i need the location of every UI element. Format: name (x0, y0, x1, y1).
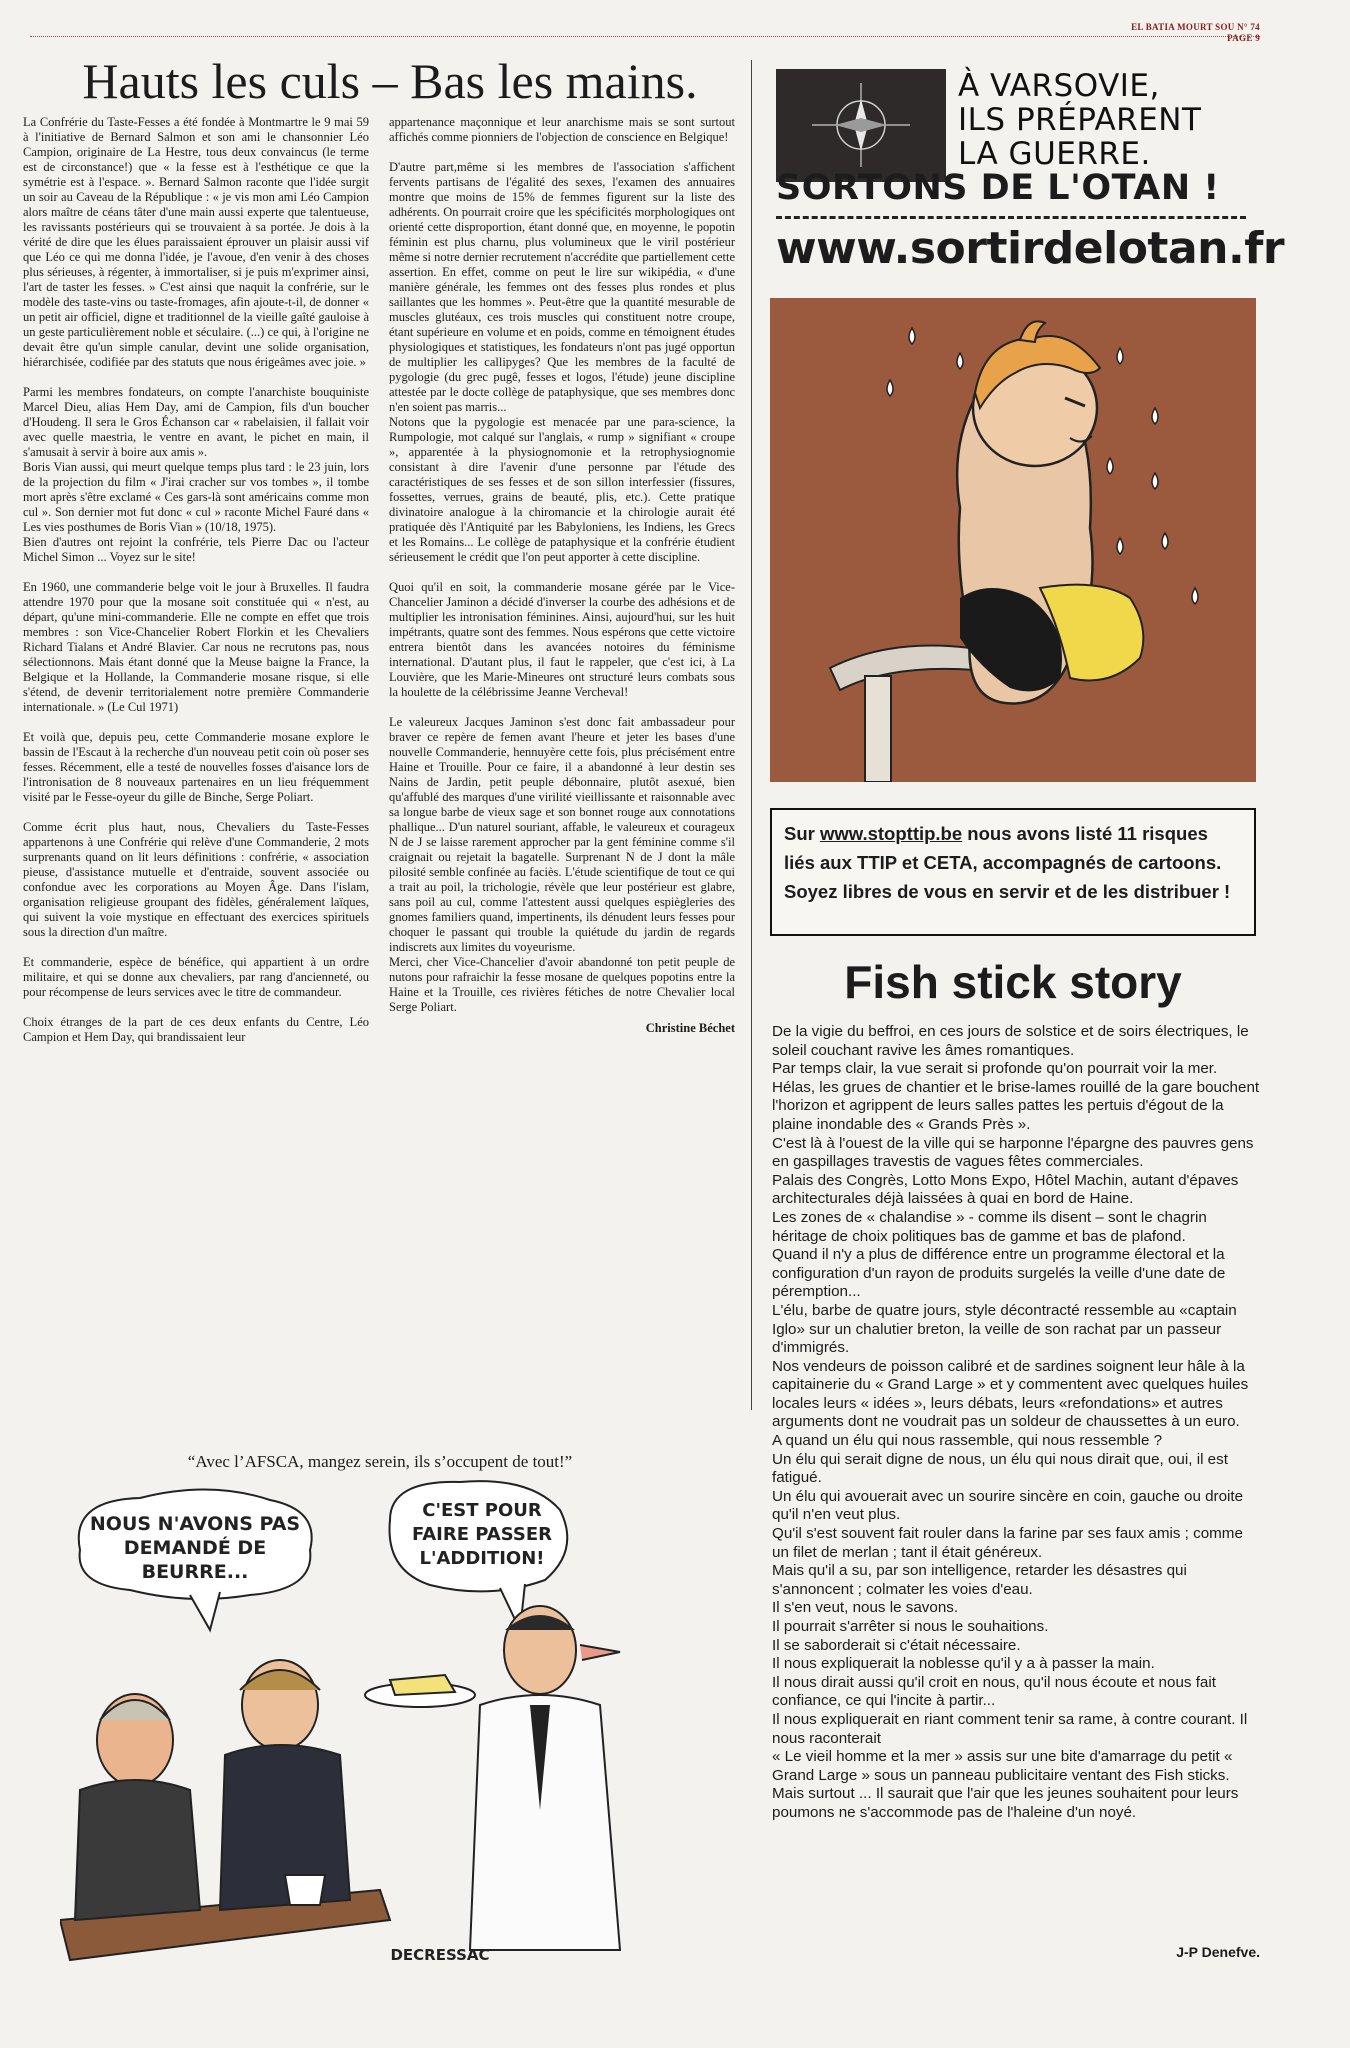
bubble-line: DEMANDÉ DE (123, 1537, 267, 1559)
bubble-line: C'EST POUR (422, 1500, 542, 1521)
paragraph: Parmi les membres fondateurs, on compte l'anarchiste bouquiniste Marcel Dieu, alias Hem Day, ami de Campion, fils d'un boucher d'Houdeng. Il sera le Gros Échanson car « rabelaisien, il fallait voir avec quelle maestria, le ventre en avant, le pichet en main, il s'amusait à servir à boire aux amis ». (23, 385, 369, 459)
paragraph: Et commanderie, espèce de bénéfice, qui appartient à un ordre militaire, et qui se donne aux chevaliers, par rang d'ancienneté, ou pour récompense de leurs services avec le titre de commandeur. (23, 955, 369, 999)
bubble-line: BEURRE... (141, 1561, 249, 1583)
ttip-link[interactable]: www.stopttip.be (819, 823, 963, 844)
bubble-line: FAIRE PASSER (411, 1524, 553, 1545)
nato-line: À VARSOVIE, (958, 68, 1160, 104)
page-number: PAGE 9 (1227, 33, 1260, 43)
cartoon-signature: DECRESSAC (390, 1946, 490, 1964)
paragraph: Choix étranges de la part de ces deux enfants du Centre, Léo Campion et Hem Day, qui brandissaient leur (23, 1015, 369, 1044)
fish-line: C'est là à l'ouest de la ville qui se harponne l'épargne des pauvres gens en gaspillages travestis de vagues fêtes commerciales. (772, 1134, 1254, 1171)
paragraph: Notons que la pygologie est menacée par une para-science, la Rumpologie, mot calqué sur l'anglais, « rump » signifiant « croupe », apparentée à la physiognomonie et la retrophysiognomie consistant à dire l'avenir d'une personne par l'étude des caractéristiques de ses fesses et de son sillon interfessier (fissures, fossettes, verrues, grains de beauté, plis, etc.). Cette pratique divinatoire analogue à la chiromancie et la chirologie aurait été pratiquée dès l'Antiquité par les Babyloniens, les Indiens, les Grecs et les Romains... Le collège de pataphysique et la confrérie étudient sérieusement le crédit que l'on peut apporter à cette discipline. (389, 415, 735, 564)
fish-line: Il pourrait s'arrêter si nous le souhaitions. (772, 1618, 1049, 1635)
nato-line: ILS PRÉPARENT (958, 102, 1202, 138)
fish-article (772, 1023, 1260, 1823)
fish-title: Fish stick story (844, 956, 1182, 1008)
fish-line: Les zones de « chalandise » - comme ils disent – sont le chagrin héritage de choix politiques bas de gamme et bas de plafond. (772, 1208, 1207, 1245)
fish-line: Il se saborderait si c'était nécessaire. (772, 1636, 1021, 1654)
afsca-cartoon (60, 1480, 700, 1970)
fish-line: Hélas, les grues de chantier et le brise-lames rouillé de la gare bouchent l'horizon et agrippent de leurs salles pattes les pertuis d'égout de la plaine inondable des « Grands Près ». (772, 1078, 1260, 1133)
fish-line: Par temps clair, la vue serait si profonde qu'on pourrait voir la mer. (772, 1060, 1218, 1078)
bubble-line: L'ADDITION! (419, 1548, 545, 1569)
compass-star-icon (776, 69, 946, 182)
fish-author: J-P Denefve. (1176, 1944, 1260, 1960)
paragraph: appartenance maçonnique et leur anarchisme mais se sont surtout affichés comme pionniers de l'objection de conscience en Belgique! (389, 115, 735, 144)
fish-line: A quand un élu qui nous rassemble, qui nous ressemble ? (772, 1432, 1163, 1450)
dashed-divider (776, 216, 1246, 219)
nato-line: LA GUERRE. (958, 136, 1151, 172)
paragraph: Bien d'autres ont rejoint la confrérie, tels Pierre Dac ou l'acteur Michel Simon ... Voyez sur le site! (23, 535, 369, 564)
cartoon-illustration (60, 1480, 700, 1970)
nato-url[interactable]: www.sortirdelotan.fr (776, 223, 1285, 274)
fish-line: Nos vendeurs de poisson calibré et de sardines soignent leur hâle à la capitainerie du « Grand Large » et y commentent avec quelques huiles locales leurs « idées », leurs débats, leurs «refondations» et autres arguments dont ne voudrait pas un soldeur de chaussettes à un euro. (772, 1357, 1249, 1431)
fish-line: Quand il n'y a plus de différence entre un programme électoral et la configuration d'un rayon de produits surgelés la veille d'une date de péremption... (772, 1246, 1226, 1301)
masthead (1100, 22, 1260, 44)
fish-line: Mais surtout ... Il saurait que l'air que les jeunes souhaitent pour leurs poumons ne s'accommode pas de l'haleine d'un noyé. (772, 1785, 1239, 1821)
fish-line: Palais des Congrès, Lotto Mons Expo, Hôtel Machin, autant d'épaves architecturales déjà laissées à quai en bord de Haine. (772, 1171, 1239, 1208)
fish-line: L'élu, barbe de quatre jours, style décontracté ressemble au «captain Iglo» sur un chalutier breton, la veille de son rachat par un passeur d'immigrés. (772, 1301, 1237, 1357)
fish-line: Il s'en veut, nous le savons. (772, 1599, 959, 1617)
paragraph: La Confrérie du Taste-Fesses a été fondée à Montmartre le 9 mai 59 à l'initiative de Bernard Salmon et son ami le chansonnier Léo Campion, originaire de La Hestre, tous deux convaincus (le terme est de circonstance!) que « la fesse est à l'esthétique ce que la symétrie est à l'espace. ». Bernard Salmon raconte que l'idée surgit un soir au Caveau de la République : « je vis mon ami Léo Campion alors maître de céans tâter d'une main aussi experte que talentueuse, les ravissants postérieurs qui se trouvaient à sa portée. Je dois à la vérité de dire que les élues paraissaient éprouver un plaisir aussi vif que Léo ce qui me donna l'idée, je l'avoue, d'en venir à des choses plus sérieuses, à régenter, à immortaliser, si je puis m'exprimer ainsi, l'art de taster les fesses. » C'est ainsi que naquit la confrérie, sur le modèle des taste-vins ou taste-fromages, afin ajoute-t-il, de donner « un petit air officiel, digne et traditionnel de la vieille gaîté gauloise à un geste particulièrement noble et séculaire. (...) ce qui, à l'origine ne devait être qu'un simple canular, devint une solide organisation, hiérarchisée, codifiée par des statuts que nous érigeâmes avec joie. » (23, 115, 369, 369)
bubble-line: NOUS N'AVONS PAS (89, 1513, 301, 1535)
ttip-notice (770, 808, 1256, 936)
column-divider (751, 60, 752, 1410)
nato-advert (776, 65, 1285, 280)
fish-line: Un élu qui serait digne de nous, un élu qui nous dirait que, oui, il est fatigué. (772, 1450, 1228, 1487)
ttip-text: nous avons listé 11 risques liés aux TTIP et CETA, accompagnés de cartoons. Soyez libres de vous en servir et de les distribuer ! (784, 823, 1231, 902)
paragraph: Comme écrit plus haut, nous, Chevaliers du Taste-Fesses appartenons à une Confrérie qui relève d'une Commanderie, 2 mots surprenants quand on lit leurs définitions : confrérie, « association pieuse, d'assistance mutuelle et d'entraide, souvent associée ou confondue avec les corporations au Moyen Âge. Dans l'islam, organisation religieuse groupant des fidèles, généralement laïques, qui suivent la voie mystique en effectuant des exercices spirituels sous la direction d'un maître. (23, 820, 369, 939)
fish-line: Il nous dirait aussi qu'il croit en nous, qu'il nous écoute et nous fait confiance, ce qui l'incite à partir... (772, 1673, 1216, 1710)
paragraph: En 1960, une commanderie belge voit le jour à Bruxelles. Il faudra attendre 1970 pour que la mosane soit constituée qui « n'est, au départ, qu'une mini-commanderie. Elle ne compte en effet que trois membres : son Vice-Chancelier Robert Florkin et les Chevaliers Richard Tialans et André Blavier. Car nous ne recrutons pas, nous sélectionnons. Mais étant donné que la Meuse baigne la France, la Belgique et la Hollande, la Commanderie mosane risque, si elle s'étend, de devenir territorialement notre première Commanderie internationale. » (Le Cul 1971) (23, 580, 369, 714)
paragraph: Merci, cher Vice-Chancelier d'avoir abandonné ton petit peuple de nutons pour rafraichir la fesse mosane de quelques popotins entre la Haine et la Trouille, ces rivières fétiches de notre Chevalier local Serge Poliart. (389, 955, 735, 1014)
fish-line: « Le vieil homme et la mer » assis sur une bite d'amarrage du petit « Grand Large » sous un panneau publicitaire ventant des Fish sticks. (772, 1748, 1233, 1784)
paragraph: Et voilà que, depuis peu, cette Commanderie mosane explore le bassin de l'Escaut à la recherche d'un nouveau petit coin où poser ses fesses. Récemment, elle a testé de nouvelles fosses d'aisance lors de l'intronisation de 8 nouveaux partenaires en un lieu fréquemment visité par le Fesse-oyeur du gille de Binche, Serge Poliart. (23, 730, 369, 804)
paragraph: D'autre part,même si les membres de l'association s'affichent fervents partisans de l'égalité des sexes, l'examen des annuaires montre que moins de 15% de femmes figurent sur la liste des adhérents. On pourrait croire que les spécificités morphologiques ont orienté cette disproportion, étant donné que, en moyenne, le popotin féminin est plus charnu, plus volumineux que le viril postérieur même si notre dernier recrutement n'accrédite que partiellement cette assertion. En effet, comme on peut le lire sur wikipédia, « d'une manière générale, les femmes ont des fesses plus rondes et plus saillantes que les hommes ». Peut-être que la quantité mesurable de muscles glutéaux, ces trois muscles qui constituent notre croupe, étant supérieure en volume et en poids, comme en témoignent études physiologiques et statistiques, les fondateurs n'ont pas jugé opportun de multiplier les callipyges? Que les membres de la faculté de pygologie (du grec pugê, fesses et logos, l'étude) jeune discipline attestée par le docte collège de pataphysique, que ses membres donc n'en soient pas marris... (389, 160, 735, 414)
afsca-caption: “Avec l’AFSCA, mangez serein, ils s’occupent de tout!” (187, 1452, 573, 1471)
top-rule (30, 36, 1260, 37)
article-title: Hauts les culs – Bas les mains. (82, 53, 698, 109)
fish-line: De la vigie du beffroi, en ces jours de solstice et de soirs électriques, le soleil couchant ravive les âmes romantiques. (772, 1023, 1249, 1059)
fish-line: Il nous expliquerait la noblesse qu'il y a à passer la main. (772, 1655, 1155, 1673)
ttip-prefix: Sur (784, 823, 820, 844)
paragraph: Le valeureux Jacques Jaminon s'est donc fait ambassadeur pour braver ce repère de femen avant l'heure et jeter les bases d'une nouvelle Commanderie, hennuyère cette fois, plus précisément entre Haine et Trouille. Pour ce faire, il a abandonné à leur destin ses Nains de Jardin, petit peuple débonnaire, plutôt asexué, bien qu'affublé des marques d'une virilité vieillissante et raisonnable avec sa longue barbe de vieux sage et son bonnet rouge aux connotations phallique... D'un naturel souriant, affable, le valeureux et courageux N de J se laisse rarement approcher par la gent féminine comme s'il craignait ou rejetait la bagatelle. Surprenant N de J dont la mâle pilosité semble confinée au faciès. L'étude scientifique de tout ce qui a trait au poil, la trichologie, révèle que leur postérieur est glabre, sans poil au cul, comme l'attestent aussi quelques espiègleries des gnomes familiers quand, impertinents, ils dénudent leurs fesses pour choquer le passant qui trouble la quiétude du jardin de regards indiscrets aux limites du voyeurisme. (389, 715, 735, 954)
nato-emblem (776, 69, 946, 182)
fish-line: Un élu qui avouerait avec un sourire sincère en coin, gauche ou droite qu'il n'en veut plus. (772, 1487, 1244, 1524)
cartoon-illustration (770, 298, 1256, 782)
nude-cartoon (770, 298, 1256, 782)
article-column-1 (23, 115, 369, 1395)
article-column-2 (389, 115, 735, 1395)
fish-line: Mais qu'il a su, par son intelligence, retarder les désastres qui s'annoncent ; colmater les voies d'eau. (772, 1562, 1187, 1598)
nato-slogan: SORTONS DE L'OTAN ! (776, 168, 1220, 208)
fish-line: Qu'il s'est souvent fait rouler dans la farine par ses faux amis ; comme un filet de merlan ; tant il était généreux. (772, 1525, 1243, 1561)
paper-name: EL BATIA MOURT SOU N° 74 (1131, 22, 1260, 32)
fish-line: Il nous expliquerait en riant comment tenir sa rame, à contre courant. Il nous raconterait (772, 1710, 1248, 1747)
paragraph: Boris Vian aussi, qui meurt quelque temps plus tard : le 23 juin, lors de la projection du film « J'irai cracher sur vos tombes », il tombe mort après s'être exclamé « Ces gars-là sont américains comme mon cul ». Son dernier mot fut donc « cul » raconte Michel Fauré dans « Les vies posthumes de Boris Vian » (10/18, 1975). (23, 460, 369, 534)
paragraph: Quoi qu'il en soit, la commanderie mosane gérée par le Vice-Chancelier Jaminon a décidé d'inverser la courbe des adhésions et de multiplier les intronisation féminines. Ainsi, aujourd'hui, sur les huit impétrants, quatre sont des femmes. Nous espérons que cette victoire entrera bientôt dans les avancées notoires du féminisme international. D'autant plus, il faut le rappeler, que c'est ici, à La Louvière, que les Marie-Mineures ont structuré leurs combats sous la houlette de la célébrissime Jeanne Vercheval! (389, 580, 735, 699)
article-author: Christine Béchet (645, 1021, 735, 1035)
nato-headline (958, 69, 1248, 171)
